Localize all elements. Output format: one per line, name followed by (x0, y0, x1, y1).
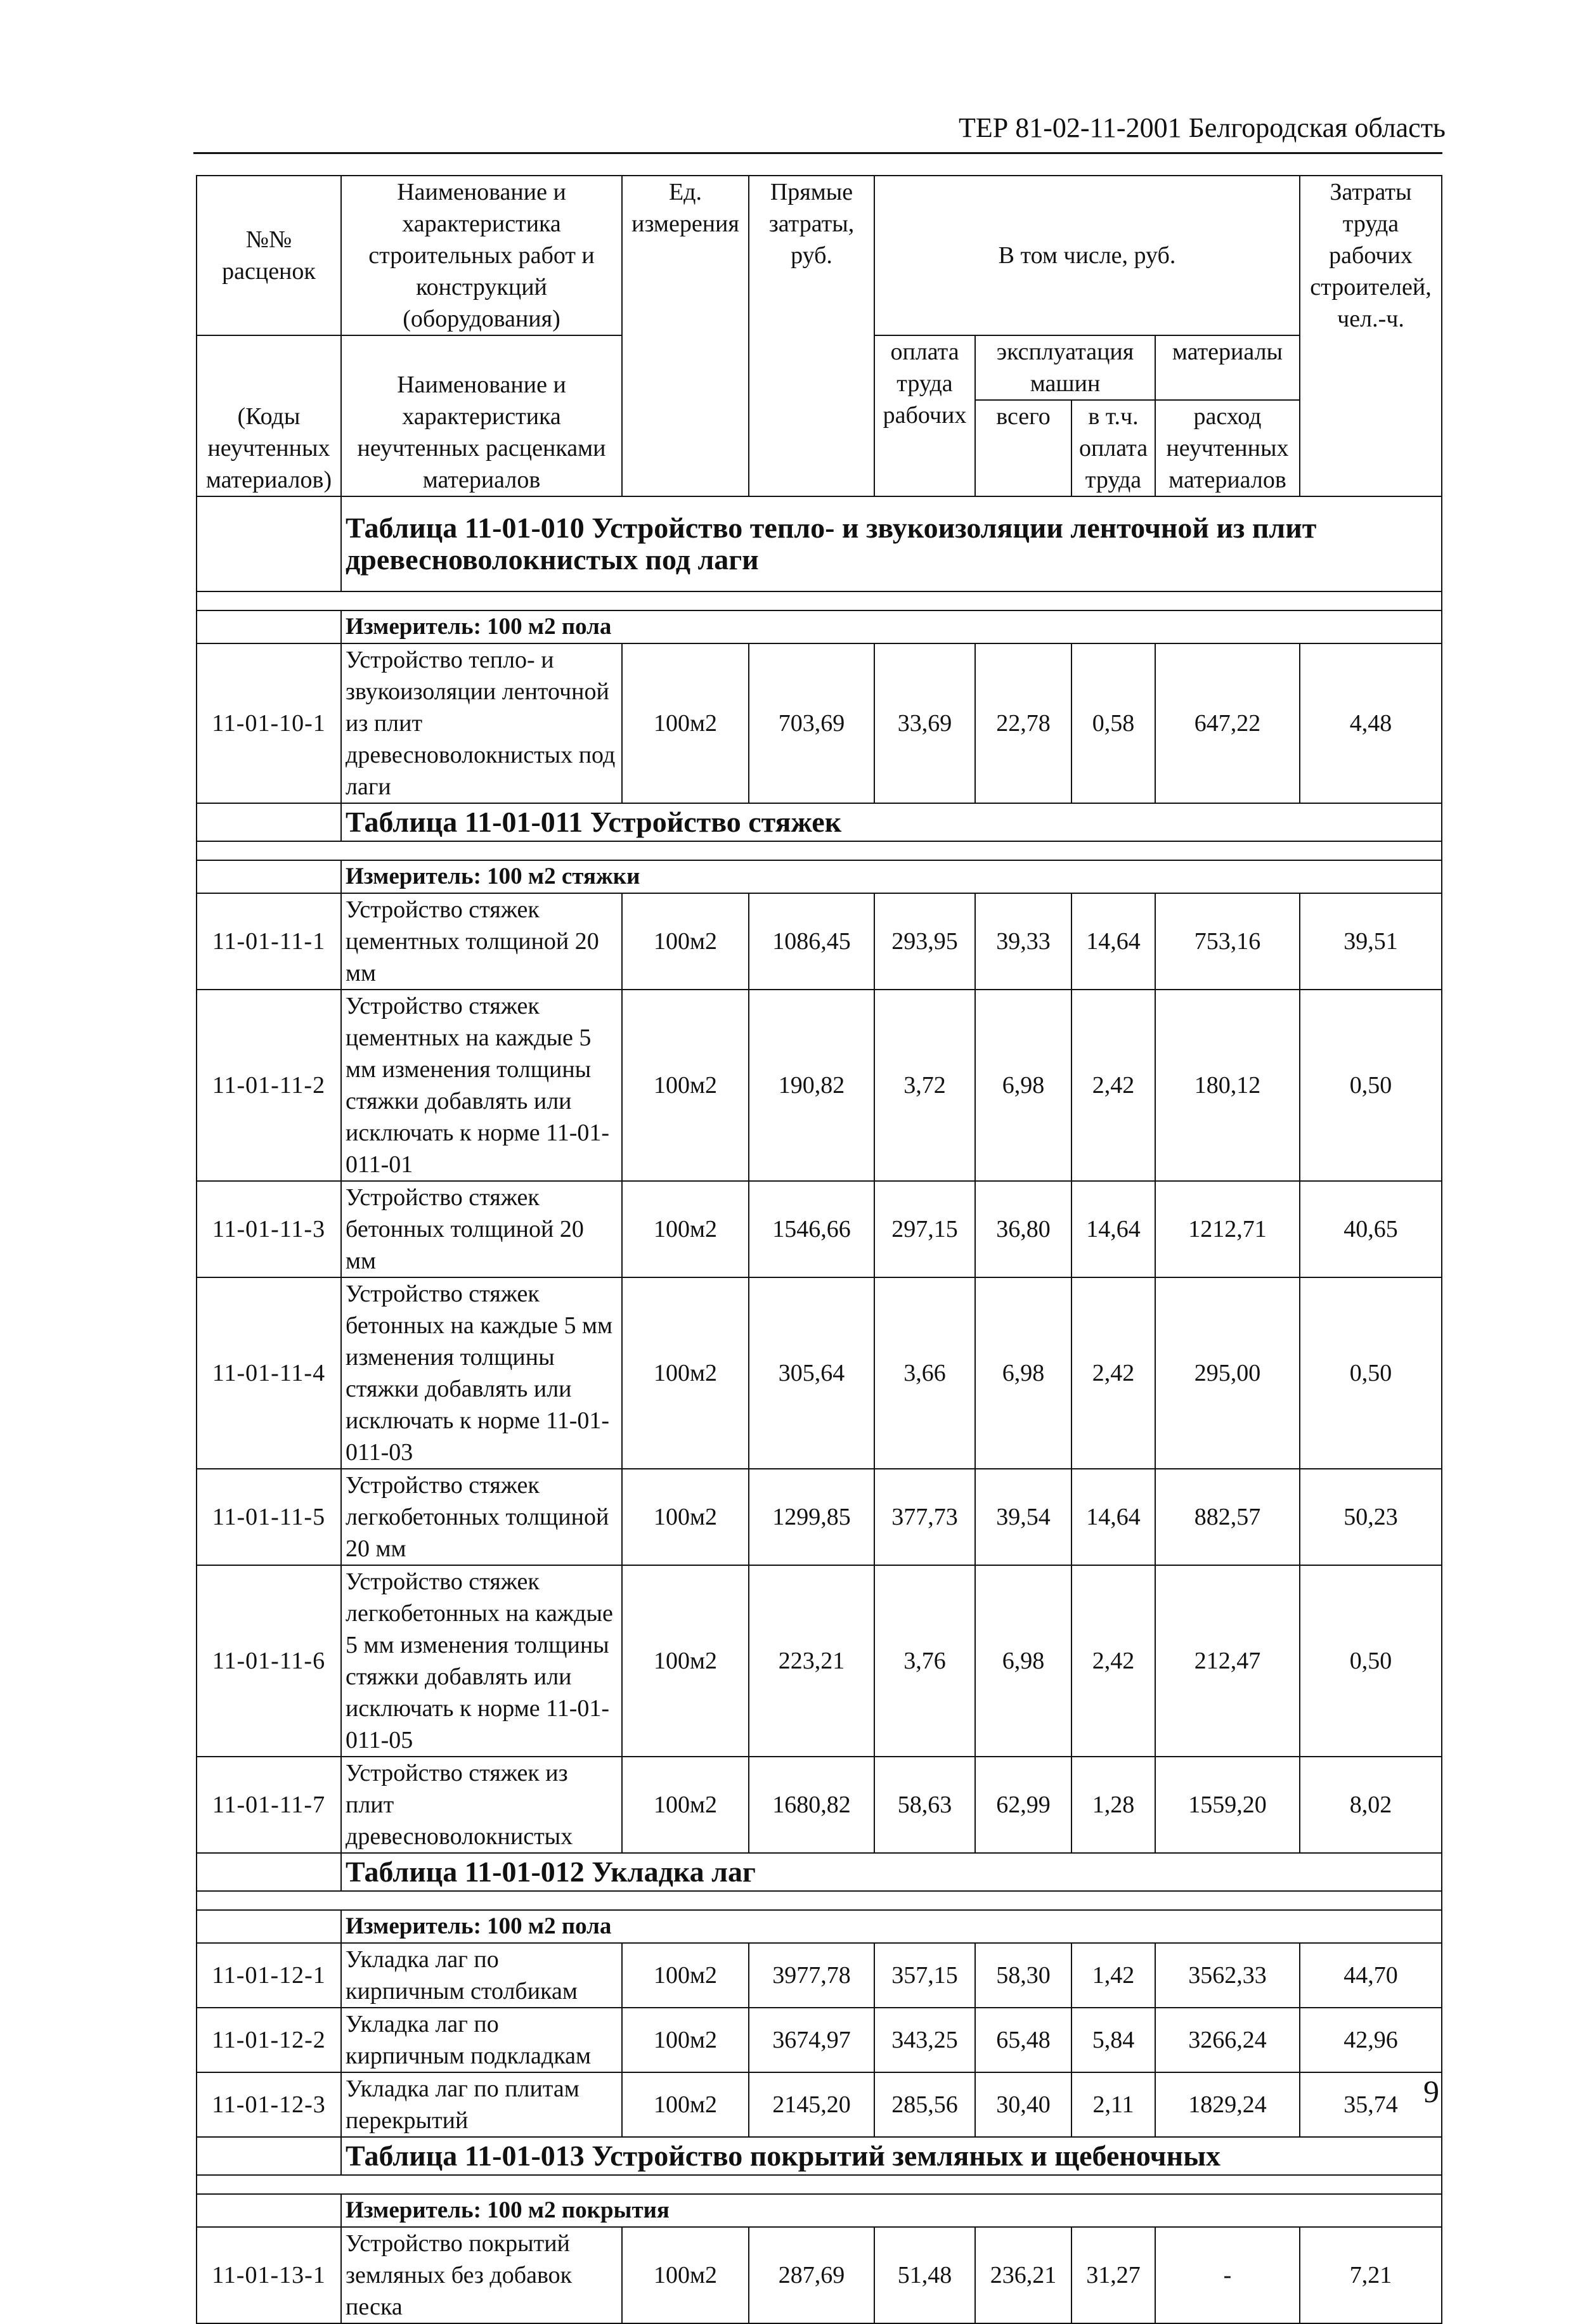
col-header-name: Наименование и характеристика строительных работ и конструкций (оборудования) (341, 176, 622, 335)
machine-wages-cost: 2,42 (1071, 990, 1155, 1181)
direct-cost: 1680,82 (749, 1757, 874, 1853)
rate-code: 11-01-11-2 (197, 990, 341, 1181)
section-title-spacer (197, 2137, 341, 2175)
col-header-name-unaccounted: Наименование и характеристика неучтенных расценками материалов (341, 335, 622, 496)
col-header-including: В том числе, руб. (874, 176, 1300, 335)
price-table (196, 175, 1442, 2324)
page-number: 9 (1423, 2074, 1439, 2109)
machine-wages-cost: 14,64 (1071, 1181, 1155, 1277)
measure-row (197, 1910, 1442, 1943)
unit-cell: 100м2 (622, 893, 749, 990)
col-header-materials: материалы (1155, 335, 1300, 400)
materials-cost: 1559,20 (1155, 1757, 1300, 1853)
table-row (197, 1469, 1442, 1565)
wages-cost: 3,72 (874, 990, 975, 1181)
section-gap-row (197, 2175, 1442, 2194)
section-title-row (197, 496, 1442, 591)
materials-cost: 882,57 (1155, 1469, 1300, 1565)
machine-wages-cost: 31,27 (1071, 2227, 1155, 2323)
machine-wages-cost: 1,42 (1071, 1943, 1155, 2008)
work-name: Устройство покрытий земляных без добавок песка (341, 2227, 622, 2323)
machines-cost: 39,33 (975, 893, 1071, 990)
machines-cost: 36,80 (975, 1181, 1071, 1277)
machine-wages-cost: 2,42 (1071, 1277, 1155, 1469)
section-gap-row (197, 841, 1442, 860)
labor-hours: 50,23 (1300, 1469, 1442, 1565)
measure-row (197, 2194, 1442, 2227)
materials-cost: 1212,71 (1155, 1181, 1300, 1277)
table-row (197, 1277, 1442, 1469)
col-header-machines-wages: в т.ч. оплата труда (1071, 400, 1155, 496)
machine-wages-cost: 14,64 (1071, 893, 1155, 990)
gap-cell (197, 1891, 1442, 1910)
measure-spacer (197, 1910, 341, 1943)
measure-spacer (197, 860, 341, 893)
col-header-machines-total: всего (975, 400, 1071, 496)
section-title: Таблица 11-01-011 Устройство стяжек (341, 803, 1442, 841)
work-name: Устройство стяжек легкобетонных толщиной 20 мм (341, 1469, 622, 1565)
wages-cost: 293,95 (874, 893, 975, 990)
machines-cost: 39,54 (975, 1469, 1071, 1565)
machines-cost: 22,78 (975, 643, 1071, 803)
rate-code: 11-01-11-4 (197, 1277, 341, 1469)
materials-cost: 3266,24 (1155, 2008, 1300, 2072)
materials-cost: 647,22 (1155, 643, 1300, 803)
wages-cost: 285,56 (874, 2072, 975, 2137)
materials-cost: 180,12 (1155, 990, 1300, 1181)
unit-cell: 100м2 (622, 643, 749, 803)
rate-code: 11-01-11-7 (197, 1757, 341, 1853)
unit-cell: 100м2 (622, 2072, 749, 2137)
unit-cell: 100м2 (622, 2227, 749, 2323)
wages-cost: 343,25 (874, 2008, 975, 2072)
machines-cost: 30,40 (975, 2072, 1071, 2137)
machine-wages-cost: 1,28 (1071, 1757, 1155, 1853)
direct-cost: 3674,97 (749, 2008, 874, 2072)
wages-cost: 357,15 (874, 1943, 975, 2008)
table-body (197, 176, 1442, 2323)
wages-cost: 297,15 (874, 1181, 975, 1277)
col-header-code: №№ расценок (197, 176, 341, 335)
col-header-codes-unaccounted: (Коды неучтенных материалов) (197, 335, 341, 496)
unit-cell: 100м2 (622, 2008, 749, 2072)
measure-label: Измеритель: 100 м2 стяжки (341, 860, 1442, 893)
unit-cell: 100м2 (622, 1943, 749, 2008)
machines-cost: 6,98 (975, 1565, 1071, 1757)
work-name: Устройство стяжек цементных толщиной 20 мм (341, 893, 622, 990)
machine-wages-cost: 2,11 (1071, 2072, 1155, 2137)
wages-cost: 3,76 (874, 1565, 975, 1757)
materials-cost: - (1155, 2227, 1300, 2323)
unit-cell: 100м2 (622, 1757, 749, 1853)
col-header-unaccounted-consumption: расход неучтенных материалов (1155, 400, 1300, 496)
labor-hours: 0,50 (1300, 990, 1442, 1181)
machines-cost: 236,21 (975, 2227, 1071, 2323)
direct-cost: 703,69 (749, 643, 874, 803)
machines-cost: 65,48 (975, 2008, 1071, 2072)
labor-hours: 8,02 (1300, 1757, 1442, 1853)
col-header-unit: Ед. измерения (622, 176, 749, 496)
work-name: Устройство стяжек бетонных на каждые 5 мм изменения толщины стяжки добавлять или исключать к норме 11-01-011-03 (341, 1277, 622, 1469)
section-title: Таблица 11-01-013 Устройство покрытий земляных и щебеночных (341, 2137, 1442, 2175)
labor-hours: 39,51 (1300, 893, 1442, 990)
machines-cost: 6,98 (975, 1277, 1071, 1469)
table-row (197, 990, 1442, 1181)
work-name: Укладка лаг по плитам перекрытий (341, 2072, 622, 2137)
wages-cost: 377,73 (874, 1469, 975, 1565)
labor-hours: 44,70 (1300, 1943, 1442, 2008)
table-row (197, 2227, 1442, 2323)
direct-cost: 3977,78 (749, 1943, 874, 2008)
table-row (197, 1757, 1442, 1853)
measure-row (197, 610, 1442, 643)
machines-cost: 62,99 (975, 1757, 1071, 1853)
gap-cell (197, 2175, 1442, 2194)
measure-spacer (197, 610, 341, 643)
wages-cost: 3,66 (874, 1277, 975, 1469)
col-header-labor: Затраты труда рабочих строителей, чел.-ч. (1300, 176, 1442, 496)
labor-hours: 7,21 (1300, 2227, 1442, 2323)
header-row-1 (197, 176, 1442, 335)
rate-code: 11-01-11-6 (197, 1565, 341, 1757)
labor-hours: 40,65 (1300, 1181, 1442, 1277)
rate-code: 11-01-11-5 (197, 1469, 341, 1565)
measure-label: Измеритель: 100 м2 пола (341, 610, 1442, 643)
section-title-spacer (197, 496, 341, 591)
direct-cost: 1546,66 (749, 1181, 874, 1277)
work-name: Устройство тепло- и звукоизоляции ленточной из плит древесноволокнистых под лаги (341, 643, 622, 803)
rate-code: 11-01-11-1 (197, 893, 341, 990)
machine-wages-cost: 0,58 (1071, 643, 1155, 803)
section-title: Таблица 11-01-010 Устройство тепло- и звукоизоляции ленточной из плит древесноволокнистых под лаги (341, 496, 1442, 591)
measure-spacer (197, 2194, 341, 2227)
section-gap-row (197, 591, 1442, 610)
table-row (197, 2008, 1442, 2072)
section-title-row (197, 1853, 1442, 1891)
section-title-spacer (197, 1853, 341, 1891)
gap-cell (197, 841, 1442, 860)
unit-cell: 100м2 (622, 1469, 749, 1565)
direct-cost: 190,82 (749, 990, 874, 1181)
section-title-spacer (197, 803, 341, 841)
table-row (197, 893, 1442, 990)
direct-cost: 1086,45 (749, 893, 874, 990)
gap-cell (197, 591, 1442, 610)
materials-cost: 1829,24 (1155, 2072, 1300, 2137)
work-name: Укладка лаг по кирпичным подкладкам (341, 2008, 622, 2072)
table-row (197, 1565, 1442, 1757)
work-name: Устройство стяжек из плит древесноволокнистых (341, 1757, 622, 1853)
section-title: Таблица 11-01-012 Укладка лаг (341, 1853, 1442, 1891)
materials-cost: 212,47 (1155, 1565, 1300, 1757)
machines-cost: 6,98 (975, 990, 1071, 1181)
machines-cost: 58,30 (975, 1943, 1071, 2008)
labor-hours: 42,96 (1300, 2008, 1442, 2072)
labor-hours: 35,74 (1300, 2072, 1442, 2137)
work-name: Устройство стяжек легкобетонных на каждые 5 мм изменения толщины стяжки добавлять или исключать к норме 11-01-011-05 (341, 1565, 622, 1757)
table-row (197, 643, 1442, 803)
section-gap-row (197, 1891, 1442, 1910)
rate-code: 11-01-10-1 (197, 643, 341, 803)
work-name: Устройство стяжек бетонных толщиной 20 мм (341, 1181, 622, 1277)
unit-cell: 100м2 (622, 1181, 749, 1277)
materials-cost: 3562,33 (1155, 1943, 1300, 2008)
table-row (197, 2072, 1442, 2137)
wages-cost: 58,63 (874, 1757, 975, 1853)
unit-cell: 100м2 (622, 1277, 749, 1469)
col-header-direct: Прямые затраты, руб. (749, 176, 874, 496)
section-title-row (197, 803, 1442, 841)
machine-wages-cost: 2,42 (1071, 1565, 1155, 1757)
section-title-row (197, 2137, 1442, 2175)
col-header-machines: эксплуатация машин (975, 335, 1155, 400)
direct-cost: 2145,20 (749, 2072, 874, 2137)
wages-cost: 51,48 (874, 2227, 975, 2323)
machine-wages-cost: 5,84 (1071, 2008, 1155, 2072)
work-name: Устройство стяжек цементных на каждые 5 мм изменения толщины стяжки добавлять или исключать к норме 11-01-011-01 (341, 990, 622, 1181)
wages-cost: 33,69 (874, 643, 975, 803)
table-row (197, 1181, 1442, 1277)
measure-row (197, 860, 1442, 893)
table-row (197, 1943, 1442, 2008)
labor-hours: 4,48 (1300, 643, 1442, 803)
unit-cell: 100м2 (622, 990, 749, 1181)
direct-cost: 287,69 (749, 2227, 874, 2323)
measure-label: Измеритель: 100 м2 покрытия (341, 2194, 1442, 2227)
header-rule (193, 152, 1442, 154)
col-header-wages: оплата труда рабочих (874, 335, 975, 496)
rate-code: 11-01-12-3 (197, 2072, 341, 2137)
rate-code: 11-01-11-3 (197, 1181, 341, 1277)
machine-wages-cost: 14,64 (1071, 1469, 1155, 1565)
materials-cost: 295,00 (1155, 1277, 1300, 1469)
document-header-title: ТЕР 81-02-11-2001 Белгородская область (959, 112, 1446, 143)
materials-cost: 753,16 (1155, 893, 1300, 990)
direct-cost: 305,64 (749, 1277, 874, 1469)
rate-code: 11-01-12-2 (197, 2008, 341, 2072)
rate-code: 11-01-12-1 (197, 1943, 341, 2008)
labor-hours: 0,50 (1300, 1277, 1442, 1469)
labor-hours: 0,50 (1300, 1565, 1442, 1757)
rate-code: 11-01-13-1 (197, 2227, 341, 2323)
direct-cost: 223,21 (749, 1565, 874, 1757)
direct-cost: 1299,85 (749, 1469, 874, 1565)
work-name: Укладка лаг по кирпичным столбикам (341, 1943, 622, 2008)
measure-label: Измеритель: 100 м2 пола (341, 1910, 1442, 1943)
unit-cell: 100м2 (622, 1565, 749, 1757)
